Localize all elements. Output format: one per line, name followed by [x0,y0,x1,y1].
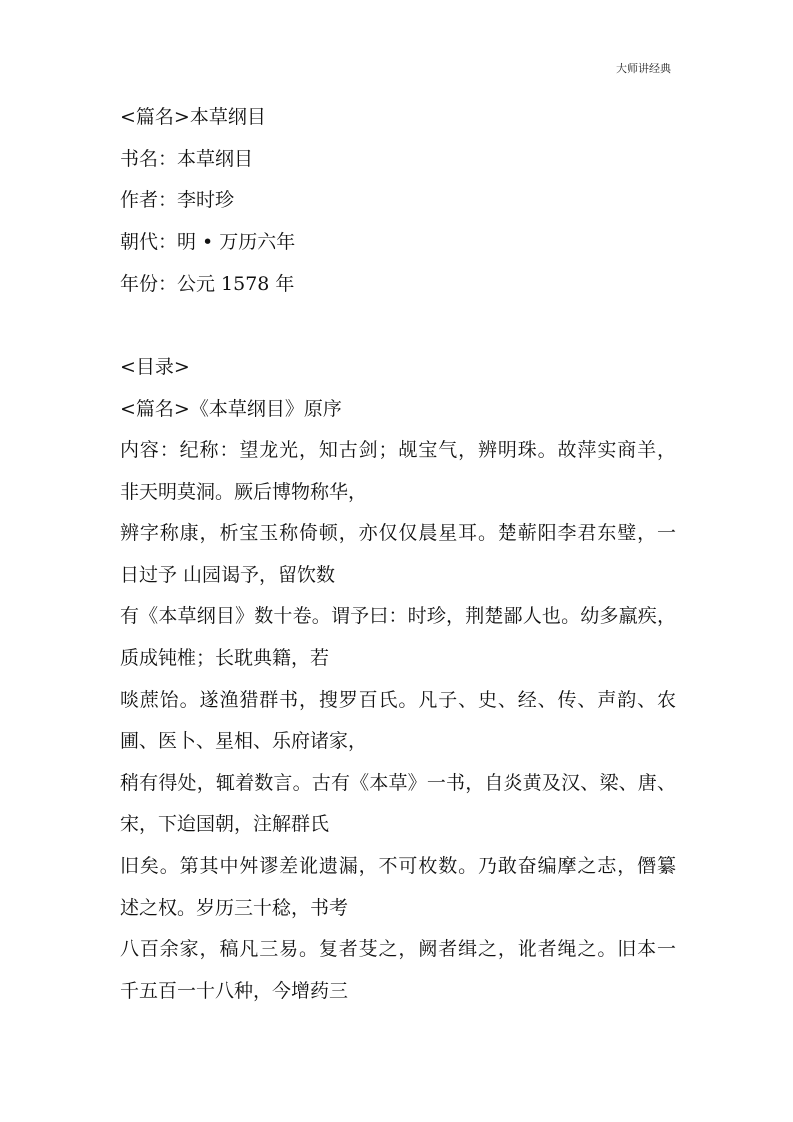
page-header: 大师讲经典 [616,62,671,75]
content-line: 有《本草纲目》数十卷。谓予曰：时珍，荆楚鄙人也。幼多羸疾， [120,605,676,628]
meta-title: <篇名>本草纲目 [120,106,266,128]
content-line: 宋，下迨国朝，注解群氏 [120,813,330,836]
section-title: <篇名>《本草纲目》原序 [120,398,342,420]
content-line: 稍有得处，辄着数言。古有《本草》一书，自炎黄及汉、梁、唐、 [120,771,676,794]
content-line: 日过予 山园谒予，留饮数 [120,563,336,586]
content-line: 圃、医卜、星相、乐府诸家， [120,730,368,753]
meta-dynasty: 朝代：明 • 万历六年 [120,231,296,253]
content-line: 内容：纪称：望龙光，知古剑；觇宝气，辨明珠。故萍实商羊， [120,439,676,461]
content-line: 述之权。岁历三十稔，书考 [120,896,349,919]
content-line: 辨字称康，析宝玉称倚顿，亦仅仅晨星耳。楚蕲阳李君东璧，一 [120,522,676,545]
meta-year: 年份：公元 1578 年 [120,273,295,295]
content-line: 旧矣。第其中舛谬差讹遗漏，不可枚数。乃敢奋编摩之志，僭纂 [120,855,676,877]
content-line: 啖蔗饴。遂渔猎群书，搜罗百氏。凡子、史、经、传、声韵、农 [120,688,676,711]
meta-book: 书名：本草纲目 [120,148,254,170]
toc-label: <目录> [120,356,190,378]
content-line: 质成钝椎；长耽典籍，若 [120,647,330,669]
content-line: 千五百一十八种，今增药三 [120,979,349,1002]
content-line: 非天明莫洞。厥后博物称华， [120,480,368,503]
meta-author: 作者：李时珍 [120,189,235,211]
content-line: 八百余家，稿凡三易。复者芟之，阙者缉之，讹者绳之。旧本一 [120,938,676,961]
